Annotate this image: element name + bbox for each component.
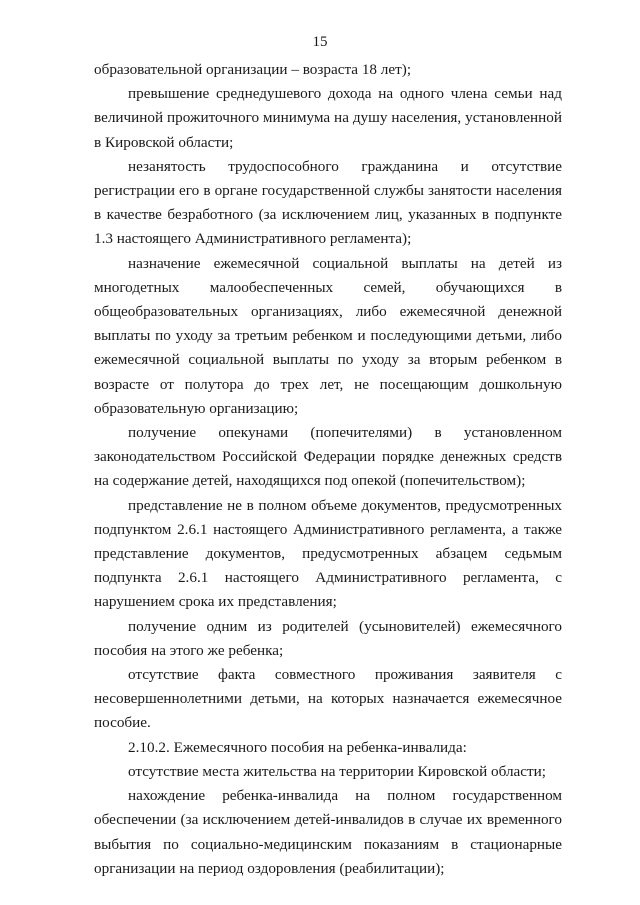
paragraph-social-payment: назначение ежемесячной социальной выплаты на детей из многодетных малообеспеченных семей, обучающихся в общеобразовательных организациях, либо ежемесячной денежной выплаты по уходу за третьим ребенком и последующими детьми, либо ежемесячной социальной выплаты по уходу за вторым ребенком в возрасте от полутора до трех лет, не посещающим дошкольную образовательную организацию; bbox=[94, 254, 562, 417]
paragraph-incomplete-documents: представление не в полном объеме документов, предусмотренных подпунктом 2.6.1 настоящего Административного регламента, а также представление документов, предусмотренных абзацем седьмым подпункта 2.6.1 настоящего Административного регламента, с нарушением срока их представления; bbox=[94, 496, 562, 611]
paragraph-income-excess: превышение среднедушевого дохода на одного члена семьи над величиной прожиточного минимума на душу населения, установленной в Кировской области; bbox=[94, 85, 562, 151]
paragraph-no-residence: отсутствие места жительства на территории Кировской области; bbox=[128, 762, 547, 780]
paragraph-guardianship: получение опекунами (попечителями) в установленном законодательством Российской Федерации порядке денежных средств на содержание детей, находящихся под опекой (попечительством); bbox=[94, 424, 562, 490]
paragraph-unemployment: незанятость трудоспособного гражданина и отсутствие регистрации его в органе государственной службы занятости населения в качестве безработного (за исключением лиц, указанных в подпункте 1.3 настоящего Административного регламента); bbox=[94, 157, 562, 248]
paragraph-continuation: образовательной организации – возраста 18 лет); bbox=[94, 61, 412, 78]
section-heading-2-10-2: 2.10.2. Ежемесячного пособия на ребенка-инвалида: bbox=[128, 738, 467, 756]
paragraph-parent-allowance: получение одним из родителей (усыновителей) ежемесячного пособия на этого же ребенка; bbox=[94, 617, 562, 659]
page-number: 15 bbox=[312, 34, 328, 50]
paragraph-cohabitation: отсутствие факта совместного проживания заявителя с несовершеннолетними детьми, на которых назначается ежемесячное пособие. bbox=[94, 666, 562, 732]
paragraph-state-support: нахождение ребенка-инвалида на полном государственном обеспечении (за исключением детей-инвалидов в случае их временного выбытия по социально-медицинским показаниям в стационарные организации на период оздоровления (реабилитации); bbox=[94, 787, 562, 877]
document-body bbox=[94, 58, 562, 881]
